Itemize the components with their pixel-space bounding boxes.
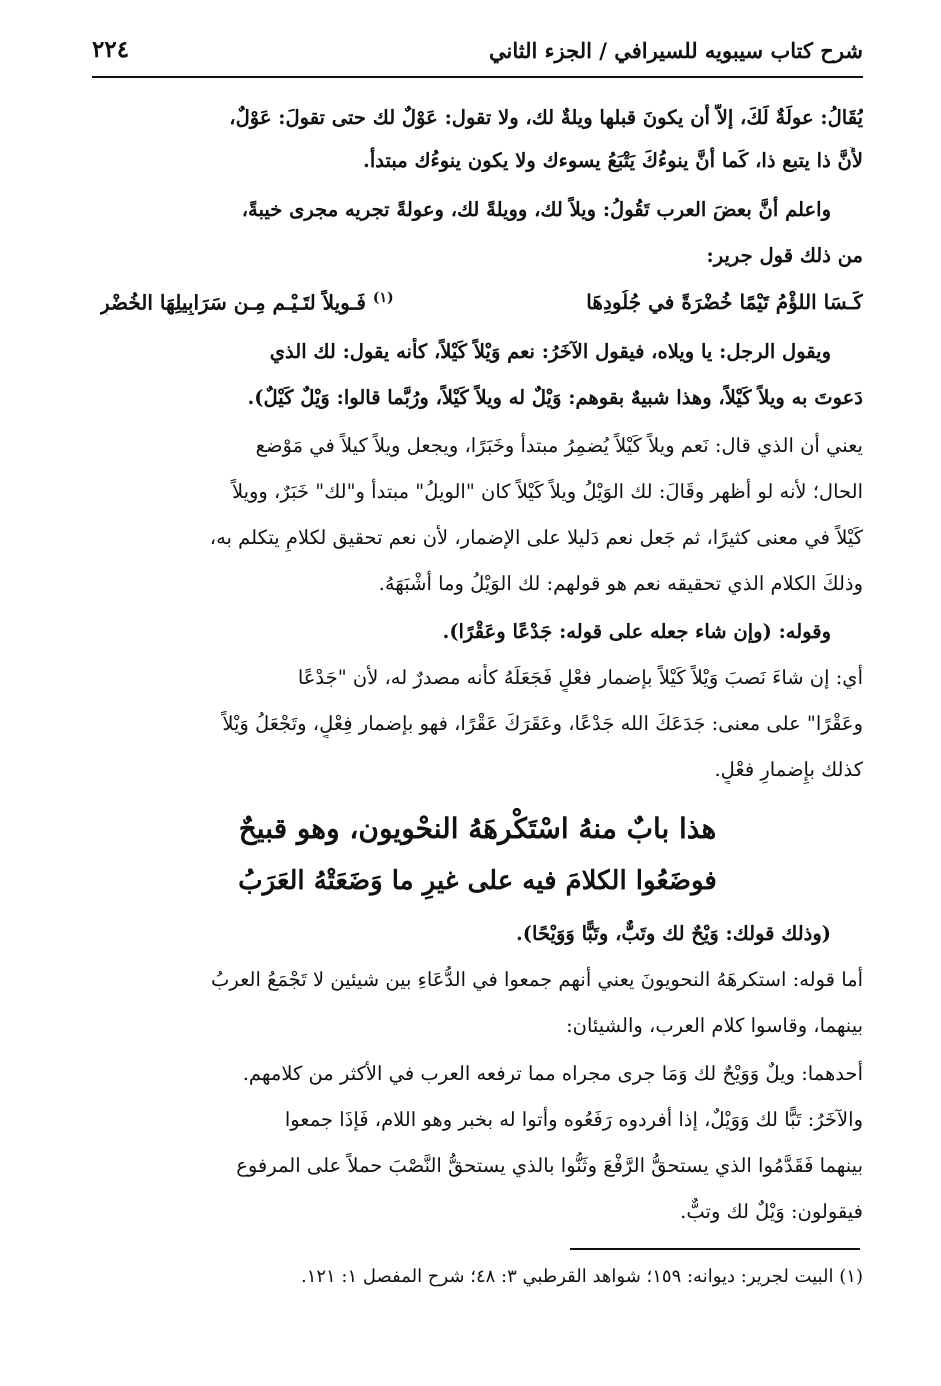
footnote-separator — [570, 1248, 860, 1250]
text-line: يُقَالُ: عولَةٌ لَكَ، إلاَّ أَن يكونَ قبلها ويلةٌ لك، ولا تقول: عَوْلٌ لك حتى تقولَ: عَوْلٌ، — [229, 106, 863, 129]
text-line: بينهما، وقاسوا كلام العرب، والشيئان: — [566, 1014, 863, 1037]
footnote-marker: (١) — [372, 290, 394, 306]
text-line: كَيْلاً في معنى كثيرًا، ثم جَعل نعم دَليلا على الإضمار، لأن نعم تحقيق لكلامٍ يتكلم به، — [209, 526, 863, 549]
section-subheading: فوضَعُوا الكلامَ فيه على غيرِ ما وَضَعَتْهُ العَرَبُ — [238, 866, 717, 896]
section-heading: هذا بابٌ منهُ اسْتَكْرهَهُ النحْويون، وهو قبيحٌ — [238, 812, 717, 845]
text-line: ويقول الرجل: يا ويلاه، فيقول الآخَرُ: نعم وَيْلاً كَيْلاً، كأنه يقول: لك الذي — [269, 340, 831, 363]
verse-second-text: فَـويلاً لتَـيْـمٍ مِـن سَرَابِيلِهَا الخُضْرِ — [100, 290, 366, 315]
text-line: واعلم أنَّ بعضَ العرب تَقُولُ: ويلاً لك، وويلةً لك، وعولةً تجريه مجرى خيبةً، — [241, 198, 831, 221]
text-line: أحدهما: ويلٌ وَوَيْحٌ لك وَمَا جرى مجراه مما ترفعه العرب في الأكثر من كلامهم. — [242, 1062, 863, 1085]
verse-first-hemistich: كَـسَا اللؤْمُ تَيْمًا خُضْرَةً في جُلُودِهَا — [586, 290, 863, 314]
text-line: دَعوتَ به ويلاً كَيْلاً، وهذا شبيهٌ بقوهم: وَيْلٌ له ويلاً كَيْلاً، ورُبَّما قالوا: وَيْلٌ كَيْلٌ). — [247, 386, 863, 409]
verse-second-hemistich — [100, 290, 480, 315]
footnote: (١) البيت لجرير: ديوانه: ١٥٩؛ شواهد القرطبي ٣: ٤٨؛ شرح المفصل ١: ١٢١. — [300, 1266, 863, 1287]
text-line: وعَقْرًا" على معنى: جَدَعَكَ الله جَدْعًا، وعَقَرَكَ عَقْرًا، فهو بإضمار فِعْلٍ، وتَجْعَلُ وَيْلاً — [222, 712, 863, 735]
text-line: من ذلك قول جرير: — [706, 244, 863, 267]
page-header — [92, 32, 863, 78]
text-line: وقوله: (وإن شاء جعله على قوله: جَدْعًا وعَقْرًا). — [442, 620, 831, 643]
text-line: بينهما فَقَدَّمُوا الذي يستحقُّ الرَّفْعَ وثَنُّوا بالذي يستحقُّ النَّصْبَ حملاً على المرفوع — [236, 1154, 863, 1177]
page-number: ٢٢٤ — [92, 36, 130, 63]
text-line: (وذلك قولك: وَيْحٌ لك وتَبٌّ، وتَبًّا وَوَيْحًا). — [516, 922, 831, 945]
text-line: كذلك بإِضمارِ فعْلٍ. — [714, 758, 863, 781]
text-line: فيقولون: وَيْلٌ لك وتبٌّ. — [680, 1200, 863, 1223]
text-line: والآخَرُ: تَبًّا لك وَوَيْلٌ، إذا أفردوه رَفَعُوه وأتوا له بخبر وهو اللام، فَإذَا جمعوا — [284, 1108, 863, 1131]
text-line: لأَنَّ ذا يتبع ذا، كَما أَنَّ ينوءُكَ يَتْبَعُ يسوءك ولا يكون ينوءُك مبتدأ. — [363, 149, 863, 172]
text-line: يعني أن الذي قال: نَعم ويلاً كَيْلاً يُضمِرُ مبتدأً وخَبَرًا، ويجعل ويلاً كيلاً في مَوْضع — [255, 434, 863, 457]
text-line: أما قوله: استكرهَهُ النحويونَ يعني أنهم جمعوا في الدُّعَاءِ بين شيئين لا تَجْمَعُ العربُ — [211, 968, 863, 991]
text-line: وذلكَ الكلام الذي تحقيقه نعم هو قولهم: لك الوَيْلُ وما أَشْبَهَهُ. — [378, 572, 863, 595]
text-line: أي: إن شاءَ نَصبَ وَيْلاً كَيْلاً بإضمار فعْلٍ فَجَعَلَهُ كأنه مصدرٌ له، لأن "جَدْعًا — [297, 666, 863, 689]
running-title: شرح كتاب سيبويه للسيرافي / الجزء الثاني — [489, 38, 863, 63]
text-line: الحال؛ لأنه لو أَظهر وقَالَ: لك الوَيْلُ ويلاً كَيْلاً كان "الويلُ" مبتدأً و"لك" خَبَرٌ، وويلاً — [231, 480, 863, 503]
